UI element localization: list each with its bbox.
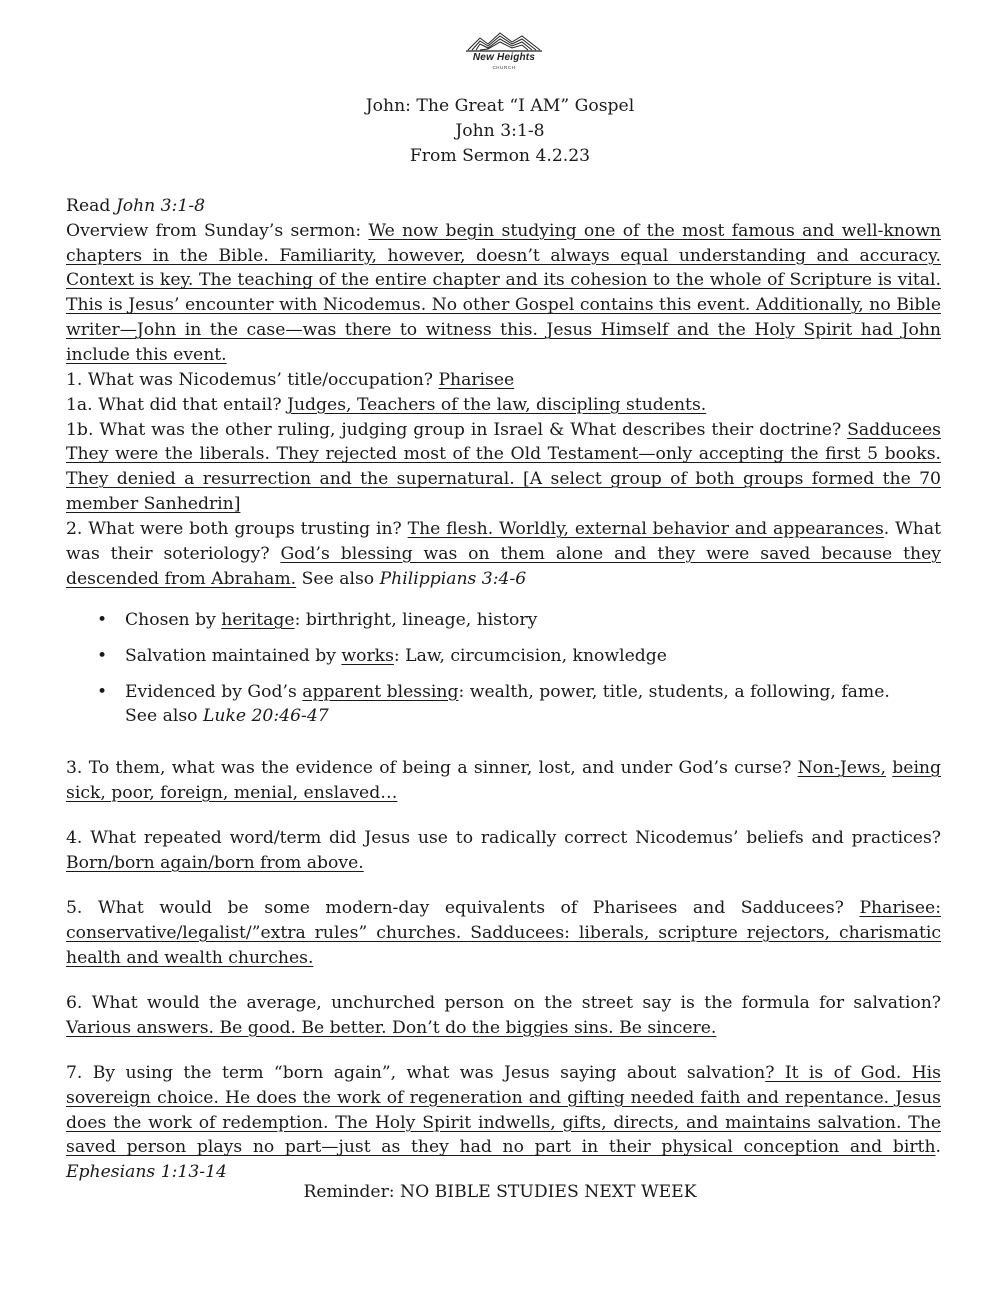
answer-3b: being sick, poor, foreign, menial, enslaved… [66, 758, 942, 803]
answer-3a: Non-Jews, [797, 758, 886, 778]
question-2-text: 2. What were both groups trusting in? [66, 519, 408, 539]
document-title: John: The Great “I AM” Gospel [365, 96, 635, 116]
question-4 [66, 826, 941, 876]
question-5-text: 5. What would be some modern-day equivalents of Pharisees and Sadducees? [66, 898, 860, 918]
answer-7: ? It is of God. His sovereign choice. He does the work of regeneration and gifting needed faith and repentance. Jesus does the work of redemption. The Holy Spirit indwells, gifts, directs, and maintains salvation. The saved person plays no part—just as they had no part in their physical conception and birth [66, 1063, 942, 1158]
question-1a-text: 1a. What did that entail? [66, 394, 288, 415]
list-item: • Chosen by heritage: birthright, lineage, history [66, 608, 941, 633]
read-line: Read John 3:1-8 [66, 196, 206, 216]
list-item: • Evidenced by God’s apparent blessing: wealth, power, title, students, a following, fame. See also Luke 20:46-47 [97, 681, 890, 727]
question-2: 2. What were both groups trusting in? The flesh. Worldly, external behavior and appearances. What was their soteriology? God’s blessing was on them alone and they were saved because they descended from Abraham. See also Philippians 3:4-6 [66, 519, 942, 589]
church-logo [462, 30, 546, 76]
overview-text: We now begin studying one of the most famous and well-known chapters in the Bible. Familiarity, however, doesn’t always equal understanding and accuracy. Context is key. The teaching of the entire chapter and its cohesion to the whole of Scripture is vital. This is Jesus’ encounter with Nicodemus. No other Gospel contains this event. Additionally, no Bible writer—John in the case—was there to witness this. Jesus Himself and the Holy Spirit had John include this event. [66, 220, 941, 365]
question-5 [66, 896, 941, 970]
question-7-text: 7. By using the term “born again”, what was Jesus saying about salvation [66, 1063, 766, 1083]
intro-section [66, 194, 941, 368]
answer-4: Born/born again/born from above. [66, 852, 364, 873]
bullet-icon: • [97, 645, 108, 666]
scripture-passage: John 3:1-8 [455, 121, 545, 141]
mountain-logo-icon [462, 30, 546, 54]
question-6-text: 6. What would the average, unchurched person on the street say is the formula for salvation? [66, 993, 941, 1013]
question-1-text: 1. What was Nicodemus’ title/occupation? [66, 370, 439, 390]
overview-label: Overview from Sunday’s sermon: [66, 220, 369, 241]
scripture-reference: Ephesians 1:13-14 [66, 1162, 227, 1183]
bullet-list [66, 608, 941, 740]
scripture-reference: Luke 20:46-47 [202, 706, 329, 727]
question-3-text: 3. To them, what was the evidence of being a sinner, lost, and under God’s curse? [66, 758, 798, 778]
answer-2b: God’s blessing was on them alone and they were saved because they descended from Abraham. [66, 543, 941, 589]
answer-1b: Sadducees They were the liberals. They rejected most of the Old Testament—only accepting the first 5 books. They denied a resurrection and the supernatural. [A select group of both groups formed the 70 member Sanhedrin] [66, 419, 941, 514]
question-6 [66, 991, 941, 1041]
question-1 [66, 368, 941, 517]
answer-5: Pharisee: conservative/legalist/”extra rules” churches. Sadducees: liberals, scripture rejectors, charismatic health and wealth churches. [66, 898, 941, 968]
list-item: • Salvation maintained by works: Law, circumcision, knowledge [66, 644, 941, 669]
read-reference: John 3:1-8 [115, 196, 206, 216]
answer-6: Various answers. Be good. Be better. Don’t do the biggies sins. Be sincere. [66, 1017, 717, 1038]
overview-paragraph [66, 219, 941, 368]
logo-subtitle: CHURCH [492, 65, 516, 70]
bullet-icon: • [97, 681, 108, 702]
question-1b-text: 1b. What was the other ruling, judging group in Israel & What describes their doctrine? [66, 419, 848, 440]
question-3 [66, 756, 941, 806]
sermon-date: From Sermon 4.2.23 [409, 146, 591, 166]
answer-2a: The flesh. Worldly, external behavior and appearances [407, 519, 884, 539]
answer-1: Pharisee [438, 370, 515, 390]
bullet-icon: • [97, 610, 108, 630]
document-header [0, 94, 1000, 169]
reminder-footer: Reminder: NO BIBLE STUDIES NEXT WEEK [303, 1182, 697, 1202]
question-7: 7. By using the term “born again”, what was Jesus saying about salvation? It is of God. His sovereign choice. He does the work of regeneration and gifting needed faith and repentance. Jesus does the work of redemption. The Holy Spirit indwells, gifts, directs, and maintains salvation. The saved person plays no part—just as they had no part in their physical conception and birth. Ephesians 1:13-14 [66, 1063, 942, 1183]
answer-1a: Judges, Teachers of the law, discipling students. [287, 394, 707, 415]
scripture-reference: Philippians 3:4-6 [379, 568, 527, 589]
logo-wordmark: New Heights [472, 52, 536, 63]
question-4-text: 4. What repeated word/term did Jesus use to radically correct Nicodemus’ beliefs and practices? [66, 828, 941, 848]
